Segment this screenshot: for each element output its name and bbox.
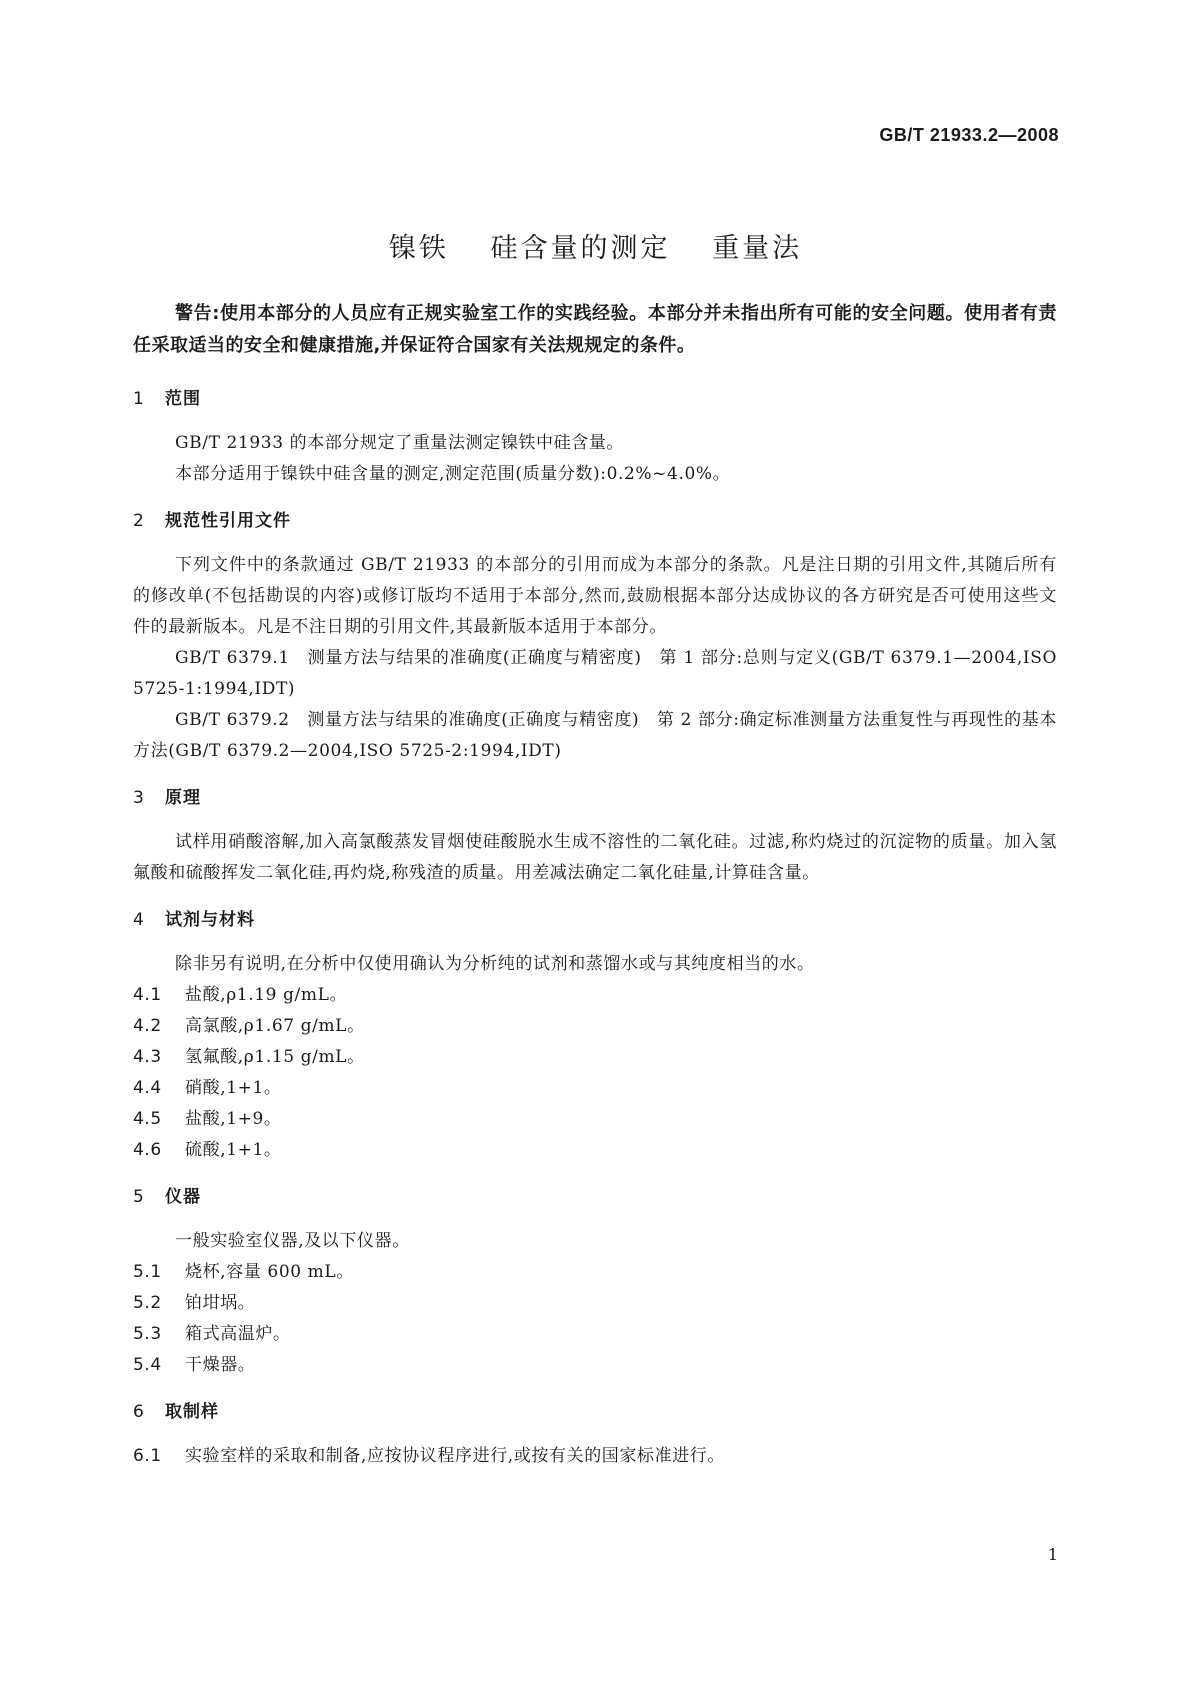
- list-item: 5.1 烧杯,容量 600 mL。: [133, 1262, 354, 1282]
- title-part-1: 镍铁: [388, 233, 449, 264]
- section-number: 3: [133, 788, 145, 808]
- list-item: 4.3 氢氟酸,ρ1.15 g/mL。: [133, 1047, 365, 1067]
- scope-paragraph-2: 本部分适用于镍铁中硅含量的测定,测定范围(质量分数):0.2%~4.0%。: [175, 464, 731, 484]
- section-title: 规范性引用文件: [165, 511, 291, 531]
- section-number: 2: [133, 511, 145, 531]
- standard-code: GB/T 21933.2—2008: [879, 125, 1059, 145]
- section-title: 仪器: [165, 1187, 201, 1207]
- reference-entry-2: GB/T 6379.2 测量方法与结果的准确度(正确度与精密度) 第 2 部分:确定标准测量方法重复性与再现性的基本方法(GB/T 6379.2—2004,ISO 5725-2:1994,IDT): [133, 710, 1057, 761]
- section-heading-reagents: [133, 905, 1057, 935]
- document-body: [133, 298, 1057, 1472]
- section-heading-scope: [133, 384, 1057, 414]
- list-item: 5.3 箱式高温炉。: [133, 1324, 291, 1344]
- page-number: 1: [1047, 1545, 1058, 1564]
- list-item: 4.1 盐酸,ρ1.19 g/mL。: [133, 985, 348, 1005]
- section-title: 范围: [165, 389, 201, 409]
- scope-paragraph-1: GB/T 21933 的本部分规定了重量法测定镍铁中硅含量。: [175, 433, 625, 453]
- principle-paragraph: 试样用硝酸溶解,加入高氯酸蒸发冒烟使硅酸脱水生成不溶性的二氧化硅。过滤,称灼烧过的沉淀物的质量。加入氢氟酸和硫酸挥发二氧化硅,再灼烧,称残渣的质量。用差减法确定二氧化硅量,计算硅含量。: [133, 832, 1057, 883]
- list-item: 4.2 高氯酸,ρ1.67 g/mL。: [133, 1016, 365, 1036]
- list-item: 6.1 实验室样的采取和制备,应按协议程序进行,或按有关的国家标准进行。: [133, 1446, 726, 1466]
- list-item: 4.5 盐酸,1+9。: [133, 1109, 282, 1129]
- section-heading-normative-references: [133, 506, 1057, 536]
- references-paragraph: 下列文件中的条款通过 GB/T 21933 的本部分的引用而成为本部分的条款。凡是注日期的引用文件,其随后所有的修改单(不包括勘误的内容)或修订版均不适用于本部分,然而,鼓励根据本部分达成协议的各方研究是否可使用这些文件的最新版本。凡是不注日期的引用文件,其最新版本适用于本部分。: [133, 555, 1057, 637]
- section-heading-apparatus: [133, 1182, 1057, 1212]
- section-title: 试剂与材料: [165, 910, 255, 930]
- list-item: 5.2 铂坩埚。: [133, 1293, 256, 1313]
- title-part-2: 硅含量的测定: [490, 233, 671, 264]
- document-title: [0, 226, 1191, 265]
- apparatus-intro: 一般实验室仪器,及以下仪器。: [175, 1231, 410, 1251]
- section-number: 1: [133, 389, 145, 409]
- section-number: 4: [133, 910, 145, 930]
- list-item: 4.4 硝酸,1+1。: [133, 1078, 282, 1098]
- warning-paragraph: 警告:使用本部分的人员应有正规实验室工作的实践经验。本部分并未指出所有可能的安全问题。使用者有责任采取适当的安全和健康措施,并保证符合国家有关法规规定的条件。: [133, 303, 1057, 356]
- reagents-intro: 除非另有说明,在分析中仅使用确认为分析纯的试剂和蒸馏水或与其纯度相当的水。: [175, 954, 815, 974]
- section-title: 取制样: [165, 1402, 219, 1422]
- section-heading-sampling: [133, 1397, 1057, 1427]
- list-item: 5.4 干燥器。: [133, 1355, 256, 1375]
- section-heading-principle: [133, 783, 1057, 813]
- list-item: 4.6 硫酸,1+1。: [133, 1140, 282, 1160]
- section-number: 6: [133, 1402, 145, 1422]
- title-part-3: 重量法: [712, 233, 803, 264]
- section-title: 原理: [165, 788, 201, 808]
- section-number: 5: [133, 1187, 145, 1207]
- reference-entry-1: GB/T 6379.1 测量方法与结果的准确度(正确度与精密度) 第 1 部分:总则与定义(GB/T 6379.1—2004,ISO 5725-1:1994,IDT): [133, 648, 1057, 699]
